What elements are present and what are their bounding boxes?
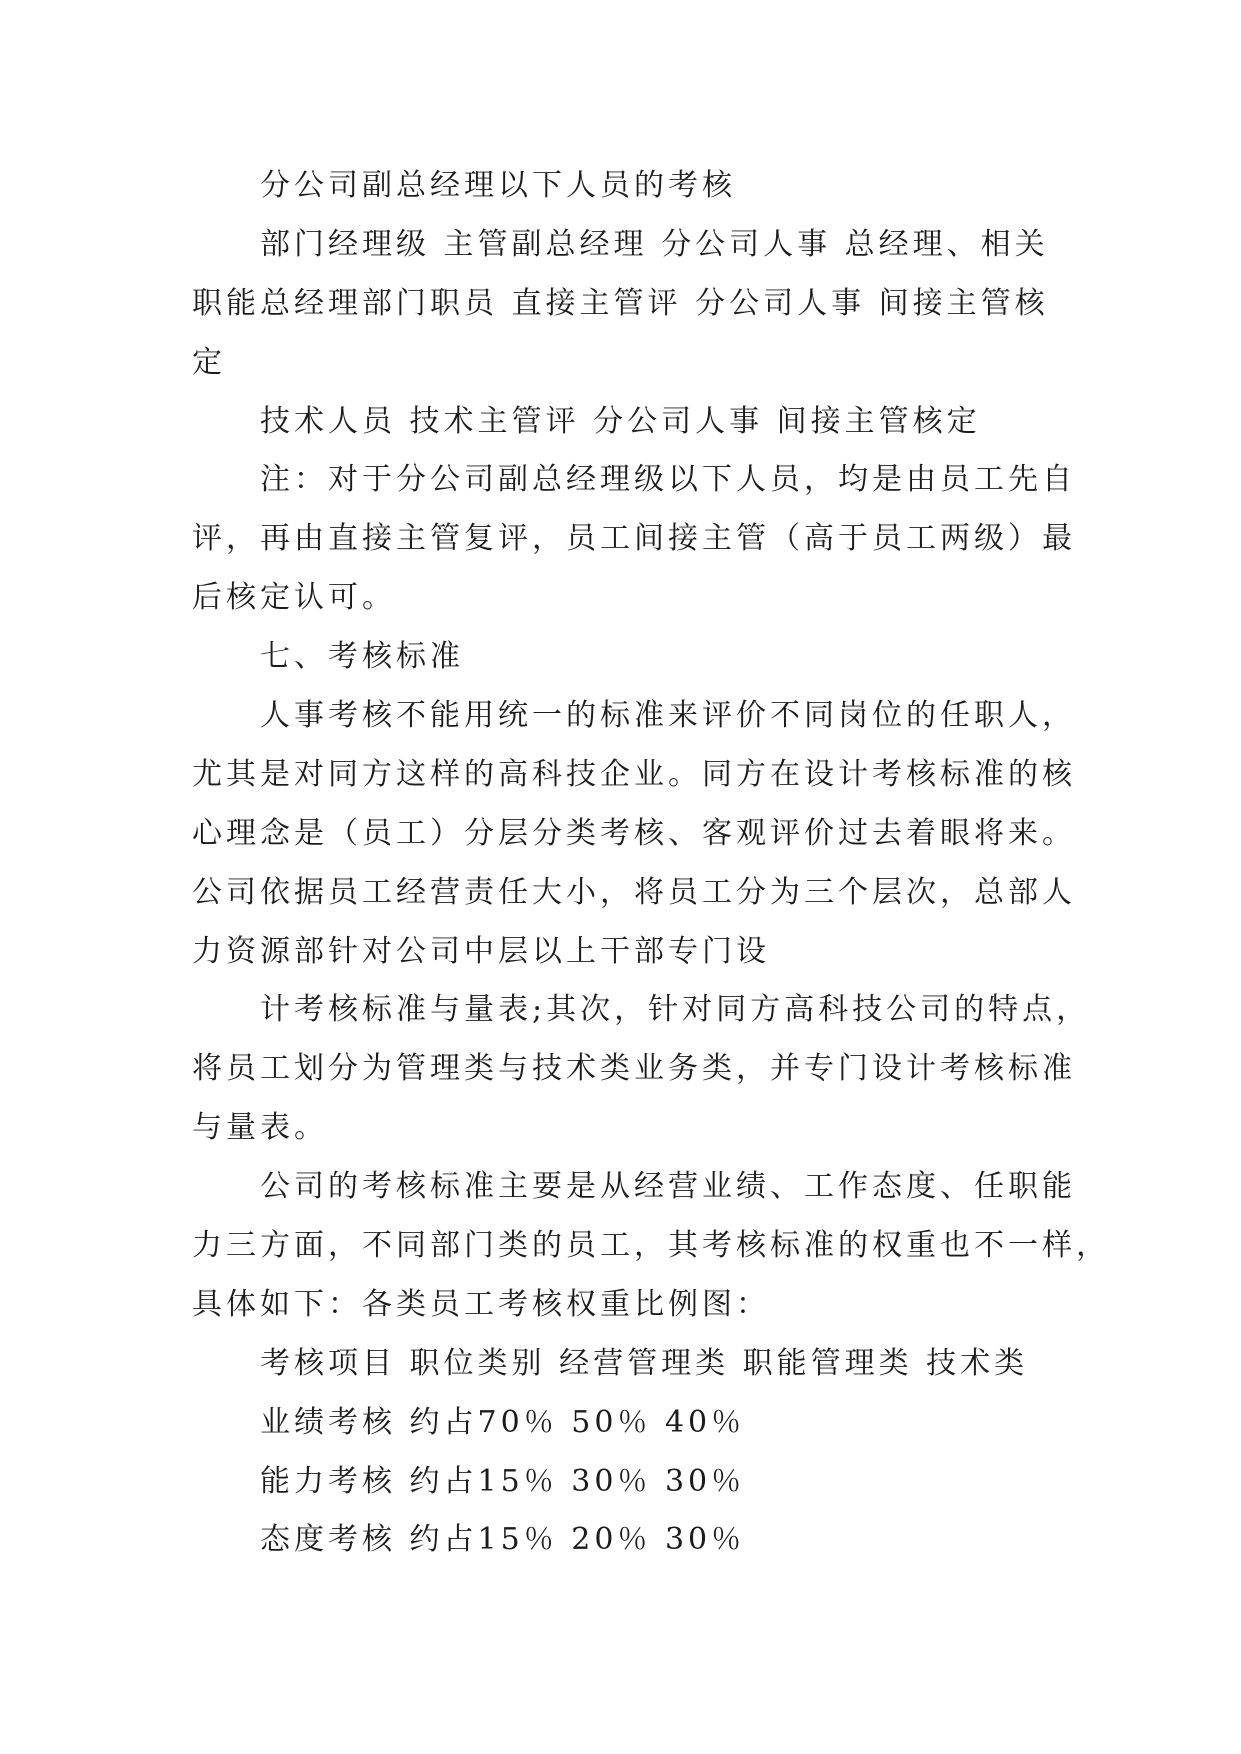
text-line: 技术人员 技术主管评 分公司人事 间接主管核定 — [260, 403, 981, 439]
text-line: 尤其是对同方这样的高科技企业。同方在设计考核标准的核 — [192, 756, 1076, 792]
text-line: 定 — [192, 344, 226, 380]
text-line: 计考核标准与量表;其次，针对同方高科技公司的特点， — [260, 992, 1091, 1028]
text-line: 注：对于分公司副总经理级以下人员，均是由员工先自 — [260, 462, 1076, 498]
document-body — [192, 157, 1112, 1570]
text-line: 公司依据员工经营责任大小，将员工分为三个层次，总部人 — [192, 874, 1076, 910]
weight-table-row: 能力考核 约占15％ 30％ 30％ — [260, 1463, 746, 1499]
text-line: 职能总经理部门职员 直接主管评 分公司人事 间接主管核 — [192, 285, 1049, 321]
text-line: 部门经理级 主管副总经理 分公司人事 总经理、相关 — [260, 226, 1049, 262]
text-line: 将员工划分为管理类与技术类业务类，并专门设计考核标准 — [192, 1051, 1076, 1087]
weight-table-row: 态度考核 约占15％ 20％ 30％ — [260, 1522, 746, 1558]
text-line: 评，再由直接主管复评，员工间接主管（高于员工两级）最 — [192, 521, 1076, 557]
weight-table-row: 业绩考核 约占70％ 50％ 40％ — [260, 1404, 746, 1440]
weight-table-header: 考核项目 职位类别 经营管理类 职能管理类 技术类 — [260, 1345, 1029, 1381]
text-line: 后核定认可。 — [192, 580, 396, 616]
text-line: 心理念是（员工）分层分类考核、客观评价过去着眼将来。 — [192, 815, 1076, 851]
text-line: 公司的考核标准主要是从经营业绩、工作态度、任职能 — [260, 1169, 1076, 1205]
text-line: 与量表。 — [192, 1110, 328, 1146]
text-line: 人事考核不能用统一的标准来评价不同岗位的任职人， — [260, 698, 1076, 734]
text-line: 力三方面，不同部门类的员工，其考核标准的权重也不一样， — [192, 1228, 1110, 1264]
section-heading: 七、考核标准 — [260, 639, 464, 675]
text-line: 分公司副总经理以下人员的考核 — [260, 168, 736, 203]
text-line: 具体如下：各类员工考核权重比例图： — [192, 1286, 770, 1322]
text-line: 力资源部针对公司中层以上干部专门设 — [192, 933, 770, 969]
